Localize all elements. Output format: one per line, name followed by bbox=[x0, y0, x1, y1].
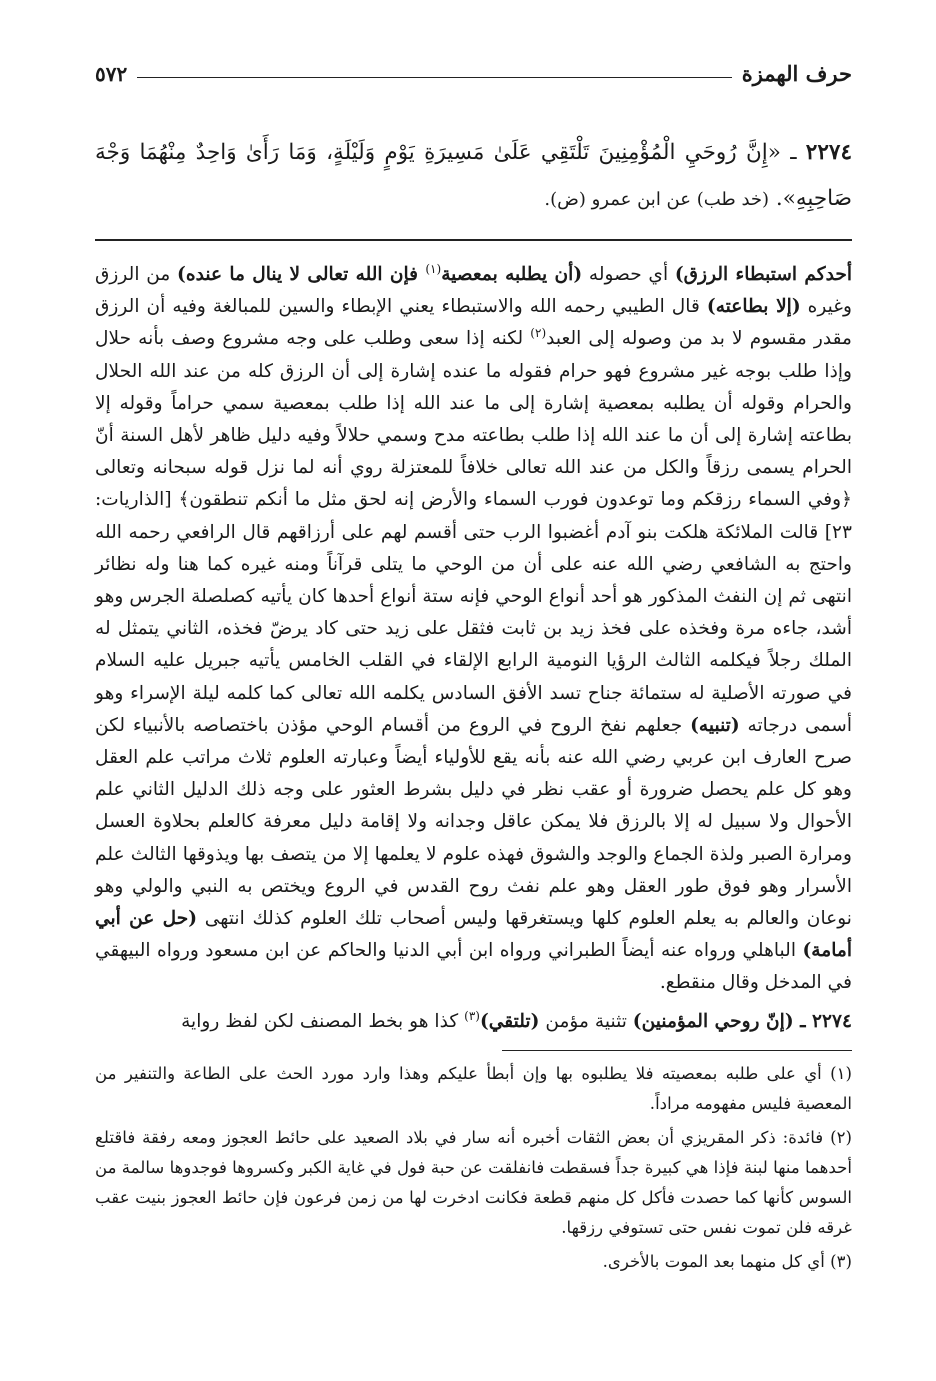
commentary-text: كذا هو بخط المصنف لكن لفظ رواية bbox=[181, 1010, 465, 1032]
bold-lemma: (تنبيه) bbox=[690, 714, 740, 736]
hadith-number-ref: ٢٢٧٤ ـ bbox=[793, 1010, 852, 1032]
commentary-paragraph-2274 bbox=[95, 1006, 852, 1038]
header-rule bbox=[137, 77, 731, 78]
commentary-text: تثنية مؤمن bbox=[539, 1010, 633, 1032]
bold-lemma: (أن يطلبه بمعصية bbox=[441, 264, 583, 285]
section-title: حرف الهمزة bbox=[741, 61, 852, 86]
commentary-text: قال الطيبي رحمه الله والاستبطاء يعني الإبطاء والسين للمبالغة وفيه أن الرزق مقدر مقسوم لا بد من وصوله إلى العبد bbox=[95, 296, 852, 350]
commentary-paragraph bbox=[95, 259, 852, 1000]
commentary-text: أي حصوله bbox=[582, 264, 675, 285]
hadith-number: ٢٢٧٤ bbox=[805, 140, 852, 165]
commentary-text: جعلهم نفخ الروح في الروع من أقسام الوحي مؤذن باختصاصه بالأنبياء لكن صرح العارف ابن عربي رضي الله عنه بأنه يقع للأولياء أيضاً وعبارته العلوم ثلاث مراتب علم العقل وهو كل علم يحصل ضرورة أو عقب نظر في دليل بشرط العثور على وجه ذلك الدليل الثاني علم الأحوال ولا سبيل له إلا بالرزق فلا يمكن عاقل وجدانه ولا إقامة دليل معرفة كالعلم بحلاوة العسل ومرارة الصبر ولذة الجماع والوجد والشوق فهذه علوم لا يعلمها إلا من يتصف بها ويذوقها الثالث علم الأسرار وهو فوق طور العقل وهو علم نفث روح القدس في الروع ويختص به النبي والولي وهو نوعان والعالم به يعلم العلوم كلها ويستغرقها وليس أصحاب تلك العلوم كذلك انتهى bbox=[95, 714, 852, 930]
commentary-text: لكنه إذا سعى وطلب على وجه مشروع وصف بأنه حلال وإذا طلب بوجه غير مشروع فهو حرام فقوله ما عنده إشارة إلى أن الرزق كله من عند الله الحلال والحرام وقوله أن يطلبه بمعصية إشارة إلى ما عند الله إذا طلب بمعصية سمي حراماً وقوله إلا بطاعته إشارة إلى أن ما عند الله إذا طلب بطاعته مدح وسمي حلالاً وفيه دليل ظاهر لأهل السنة أنّ الحرام يسمى رزقاً والكل من عند الله تعالى خلافاً للمعتزلة روي أنه لما نزل قوله سبحانه وتعالى ﴿وفي السماء رزقكم وما توعدون فورب السماء والأرض إنه لحق مثل ما أنكم تنطقون﴾ [الذاريات: ٢٣] قالت الملائكة هلكت بنو آدم أغضبوا الرب حتى أقسم لهم على أرزاقهم قال الرافعي رحمه الله واحتج به الشافعي رضي الله عنه على أن من الوحي ما يتلى قرآناً ومنه غيره كما هنا وله نظائر انتهى ثم إن النفث المذكور هو أحد أنواع الوحي فإنه ستة أنواع أحدها كان يأتيه كصلصلة الجرس وهو أشد، جاءه مرة وفخذه على فخذ زيد بن ثابت فثقل على زيد حتى كاد يرضّ فخذه، الثاني يتمثل له الملك رجلاً فيكلمه الثالث الرؤيا النومية الرابع الإلقاء في القلب الخامس يأتيه جبريل عليه السلام في صورته الأصلية له ستمائة جناح تسد الأفق السادس يكلمه الله تعالى كما كلمه ليلة الإسراء وهو أسمى درجاته bbox=[95, 328, 852, 736]
bold-lemma: فإن الله تعالى لا ينال ما عنده) bbox=[177, 264, 426, 285]
footnotes bbox=[95, 1059, 852, 1277]
text-commentary-divider bbox=[95, 239, 852, 241]
footnote-2: (٢) فائدة: ذكر المقريزي أن بعض الثقات أخبره أنه سار في بلاد الصعيد على حائط العجوز ومعه رفقة فاقتلع أحدهما منها لبنة فإذا هي كبيرة جداً فسقطت فانفلقت عن حبة فول في غاية الكبر وكسروها فوجدوها سالمة من السوس كأنها كما حصدت فأكل كل منهم قطعة فكانت ادخرت لها من زمن فرعون فإن حائط العجوز بنيت عقب غرقه فلن تموت نفس حتى تستوفي رزقها. bbox=[95, 1127, 852, 1237]
bold-lemma: (تلتقي) bbox=[479, 1010, 540, 1032]
hadith-dash: ـ bbox=[780, 140, 797, 165]
footnote-3: (٣) أي كل منهما بعد الموت بالأخرى. bbox=[602, 1251, 852, 1271]
commentary-text: الباهلي ورواه عنه أيضاً الطبراني ورواه ابن أبي الدنيا والحاكم عن ابن مسعود ورواه البيهقي في المدخل وقال منقطع. bbox=[95, 940, 852, 994]
commentary bbox=[95, 259, 852, 1038]
hadith-text-block bbox=[95, 130, 852, 223]
footnote-ref: (١) bbox=[425, 261, 442, 276]
commentary-text: من الرزق وغيره bbox=[95, 264, 852, 318]
page-number: ٥٧٢ bbox=[95, 62, 128, 86]
book-page bbox=[95, 52, 852, 1281]
footnote-rule bbox=[502, 1050, 852, 1051]
bold-lemma: (إلا بطاعته) bbox=[706, 296, 801, 318]
bold-lemma: (حل عن أبي أمامة) bbox=[95, 908, 852, 962]
footnote-ref: (٣) bbox=[464, 1008, 480, 1023]
footnote-1: (١) أي على طلبه بمعصيته فلا يطلبوه بها وإن أبطأ عليكم وهذا وارد مورد الحث على الطاعة والتنفير من المعصية فليس مفهومه مراداً. bbox=[95, 1063, 852, 1113]
running-header bbox=[95, 52, 852, 86]
hadith-source: (خد طب) عن ابن عمرو (ض). bbox=[544, 189, 770, 210]
hadith-text: «إِنَّ رُوحَيِ الْمُؤْمِنِينَ تَلْتَقِي عَلَىٰ مَسِيرَةِ يَوْمٍ وَلَيْلَةٍ، وَمَا رَأَىٰ وَاحِدٌ مِنْهُمَا وَجْهَ صَاحِبِهِ». bbox=[95, 140, 852, 211]
bold-lemma: (إنّ روحي المؤمنين) bbox=[632, 1010, 794, 1032]
bold-lemma: أحدكم استبطاء الرزق) bbox=[674, 264, 853, 285]
footnote-ref: (٢) bbox=[530, 326, 547, 341]
